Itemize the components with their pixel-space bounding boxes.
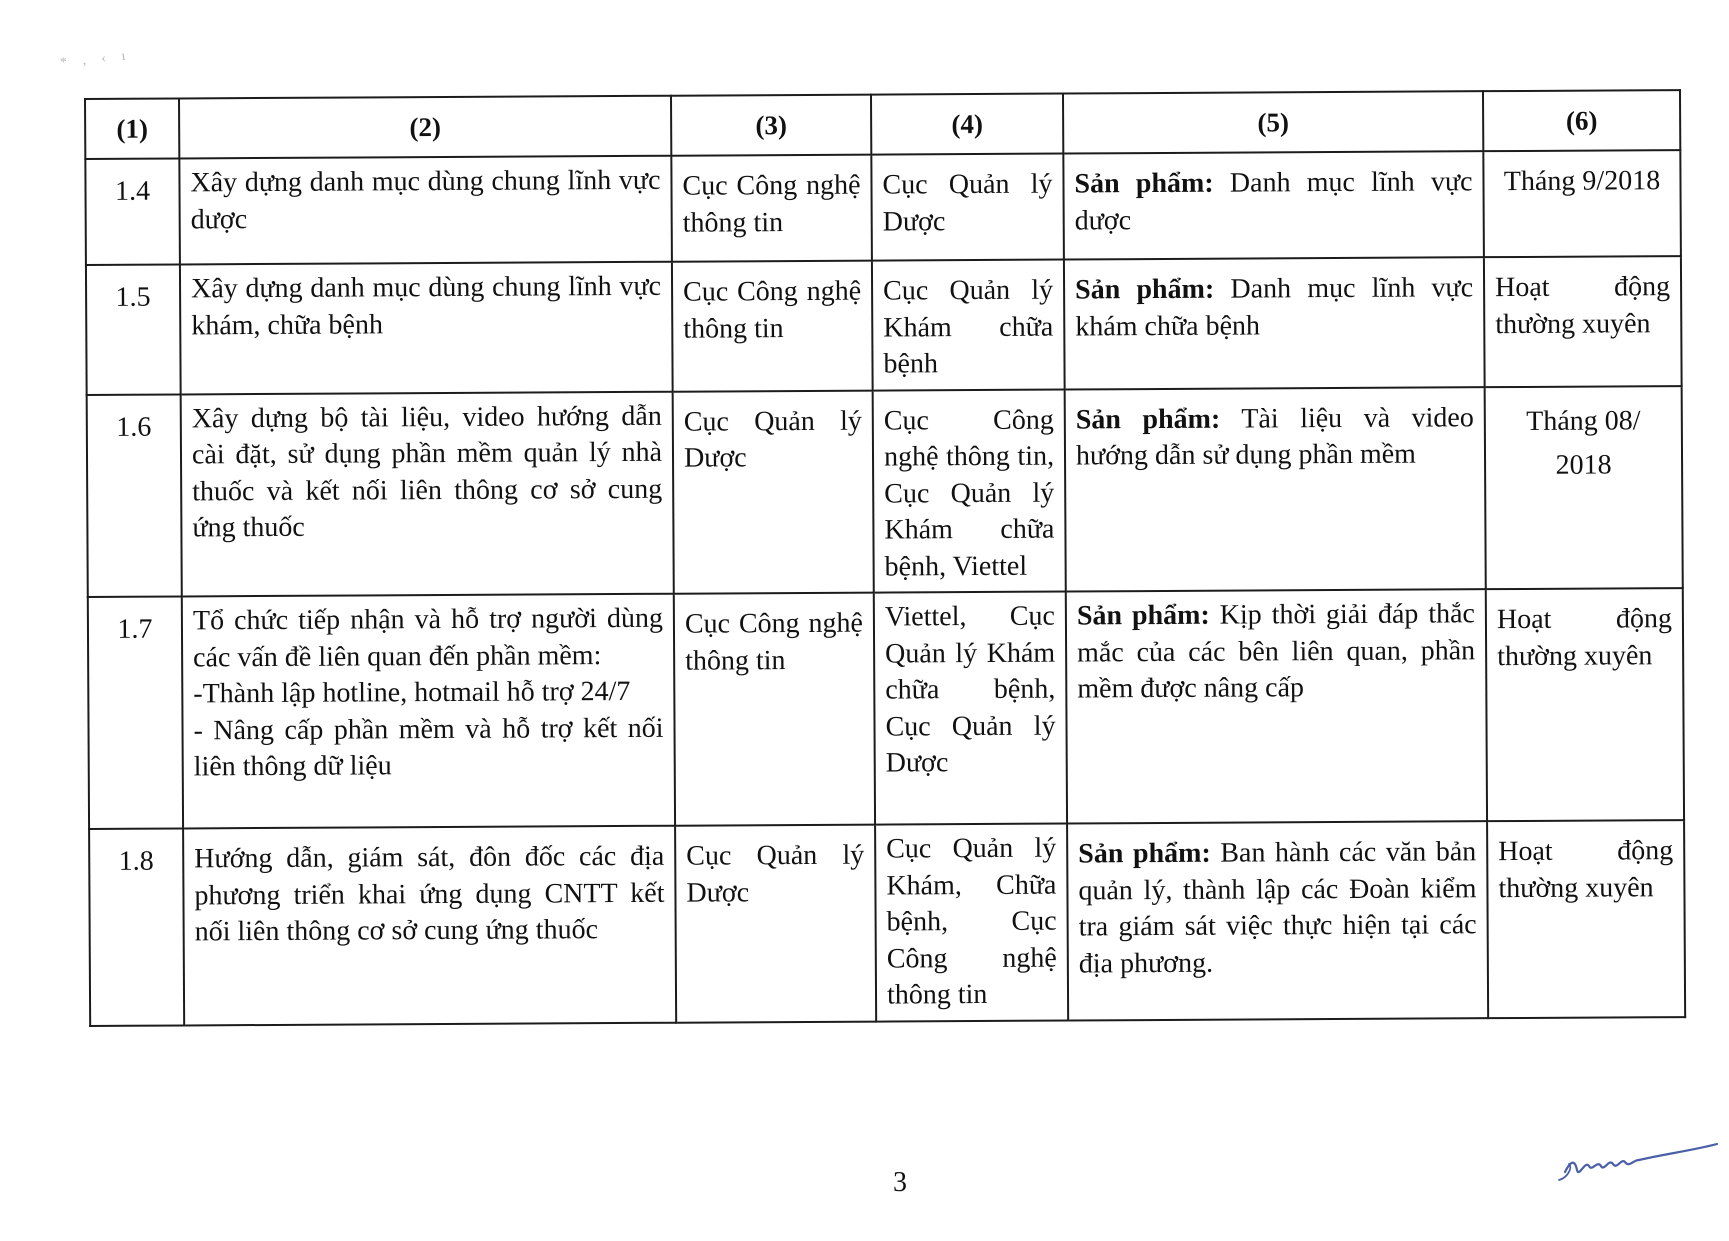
task-line: -Thành lập hotline, hotmail hỗ trợ 24/7 <box>193 675 631 710</box>
product-text: Danh mục lĩnh vực khám chữa bệnh <box>1075 272 1474 342</box>
row-id: 1.7 <box>88 596 183 829</box>
header-col-6: (6) <box>1483 90 1680 151</box>
table-row <box>87 386 1683 597</box>
table-row <box>85 150 1681 265</box>
row-product <box>1063 151 1484 259</box>
product-label: Sản phẩm: <box>1074 167 1214 200</box>
row-product <box>1066 589 1487 823</box>
row-task <box>181 391 674 596</box>
task-line: Xây dựng bộ tài liệu, video hướng dẫn cài đặt, sử dụng phần mềm quản lý nhà thuốc và kết nối liên thông cơ sở cung ứng thuốc <box>191 400 663 544</box>
row-product <box>1065 387 1486 592</box>
row-coop-unit: Viettel, Cục Quản lý Khám chữa bệnh, Cục Quản lý Dược <box>874 592 1067 825</box>
header-col-3: (3) <box>671 95 871 156</box>
task-line: - Nâng cấp phần mềm và hỗ trợ kết nối liên thông dữ liệu <box>193 712 664 783</box>
row-task <box>182 594 675 829</box>
product-label: Sản phẩm: <box>1075 273 1215 306</box>
row-id: 1.6 <box>87 394 182 597</box>
row-time: Tháng 9/2018 <box>1483 150 1681 257</box>
row-time: Hoạt động thường xuyên <box>1486 588 1684 821</box>
header-col-5: (5) <box>1063 91 1483 153</box>
row-coop-unit: Cục Quản lý Khám chữa bệnh <box>872 260 1065 391</box>
product-text: Ban hành các văn bản quản lý, thành lập các Đoàn kiểm tra giám sát việc thực hiện tại các địa phương. <box>1078 836 1477 979</box>
row-id: 1.5 <box>86 264 181 394</box>
plan-table <box>84 89 1686 1026</box>
row-time: Tháng 08/ 2018 <box>1485 386 1683 590</box>
row-id: 1.4 <box>85 158 180 265</box>
row-lead-unit: Cục Công nghệ thông tin <box>671 155 872 262</box>
row-coop-unit: Cục Quản lý Dược <box>871 154 1064 261</box>
row-lead-unit: Cục Công nghệ thông tin <box>672 261 873 392</box>
header-col-2: (2) <box>179 96 671 159</box>
header-col-4: (4) <box>871 94 1063 155</box>
row-id: 1.8 <box>89 828 184 1025</box>
product-label: Sản phẩm: <box>1075 403 1221 435</box>
row-product <box>1064 257 1485 389</box>
row-task <box>180 262 673 394</box>
header-row <box>85 90 1680 159</box>
task-line: Tổ chức tiếp nhận và hỗ trợ người dùng các vấn đề liên quan đến phần mềm: <box>192 602 664 673</box>
row-coop-unit: Cục Công nghệ thông tin, Cục Quản lý Khám chữa bệnh, Viettel <box>873 389 1066 593</box>
row-task <box>179 156 672 265</box>
row-time: Hoạt động thường xuyên <box>1484 256 1682 387</box>
product-text: Tài liệu và video hướng dẫn sử dụng phần mềm <box>1075 401 1474 472</box>
product-text: Danh mục lĩnh vực dược <box>1074 166 1473 236</box>
row-task <box>183 826 676 1025</box>
row-product <box>1067 821 1488 1020</box>
task-line: Xây dựng danh mục dùng chung lĩnh vực khám, chữa bệnh <box>190 270 662 341</box>
table-row <box>89 820 1685 1025</box>
product-text: Kịp thời giải đáp thắc mắc của các bên liên quan, phần mềm được nâng cấp <box>1077 598 1476 705</box>
handwritten-signature-icon <box>1555 1130 1725 1190</box>
product-label: Sản phẩm: <box>1078 837 1211 870</box>
page-number: 3 <box>893 1167 907 1198</box>
row-time: Hoạt động thường xuyên <box>1487 820 1685 1018</box>
table-row <box>86 256 1682 394</box>
row-coop-unit: Cục Quản lý Khám, Chữa bệnh, Cục Công nghệ thông tin <box>875 824 1068 1022</box>
header-col-1: (1) <box>85 98 179 159</box>
scan-marks: * , ‹ ı <box>59 48 133 71</box>
table-row <box>88 588 1684 829</box>
task-line: Hướng dẫn, giám sát, đôn đốc các địa phương triển khai ứng dụng CNTT kết nối liên thông cơ sở cung ứng thuốc <box>194 840 665 948</box>
row-lead-unit: Cục Quản lý Dược <box>673 390 874 594</box>
product-label: Sản phẩm: <box>1076 599 1210 632</box>
row-lead-unit: Cục Quản lý Dược <box>675 825 876 1023</box>
task-line: Xây dựng danh mục dùng chung lĩnh vực dược <box>190 164 661 235</box>
row-lead-unit: Cục Công nghệ thông tin <box>674 593 875 826</box>
